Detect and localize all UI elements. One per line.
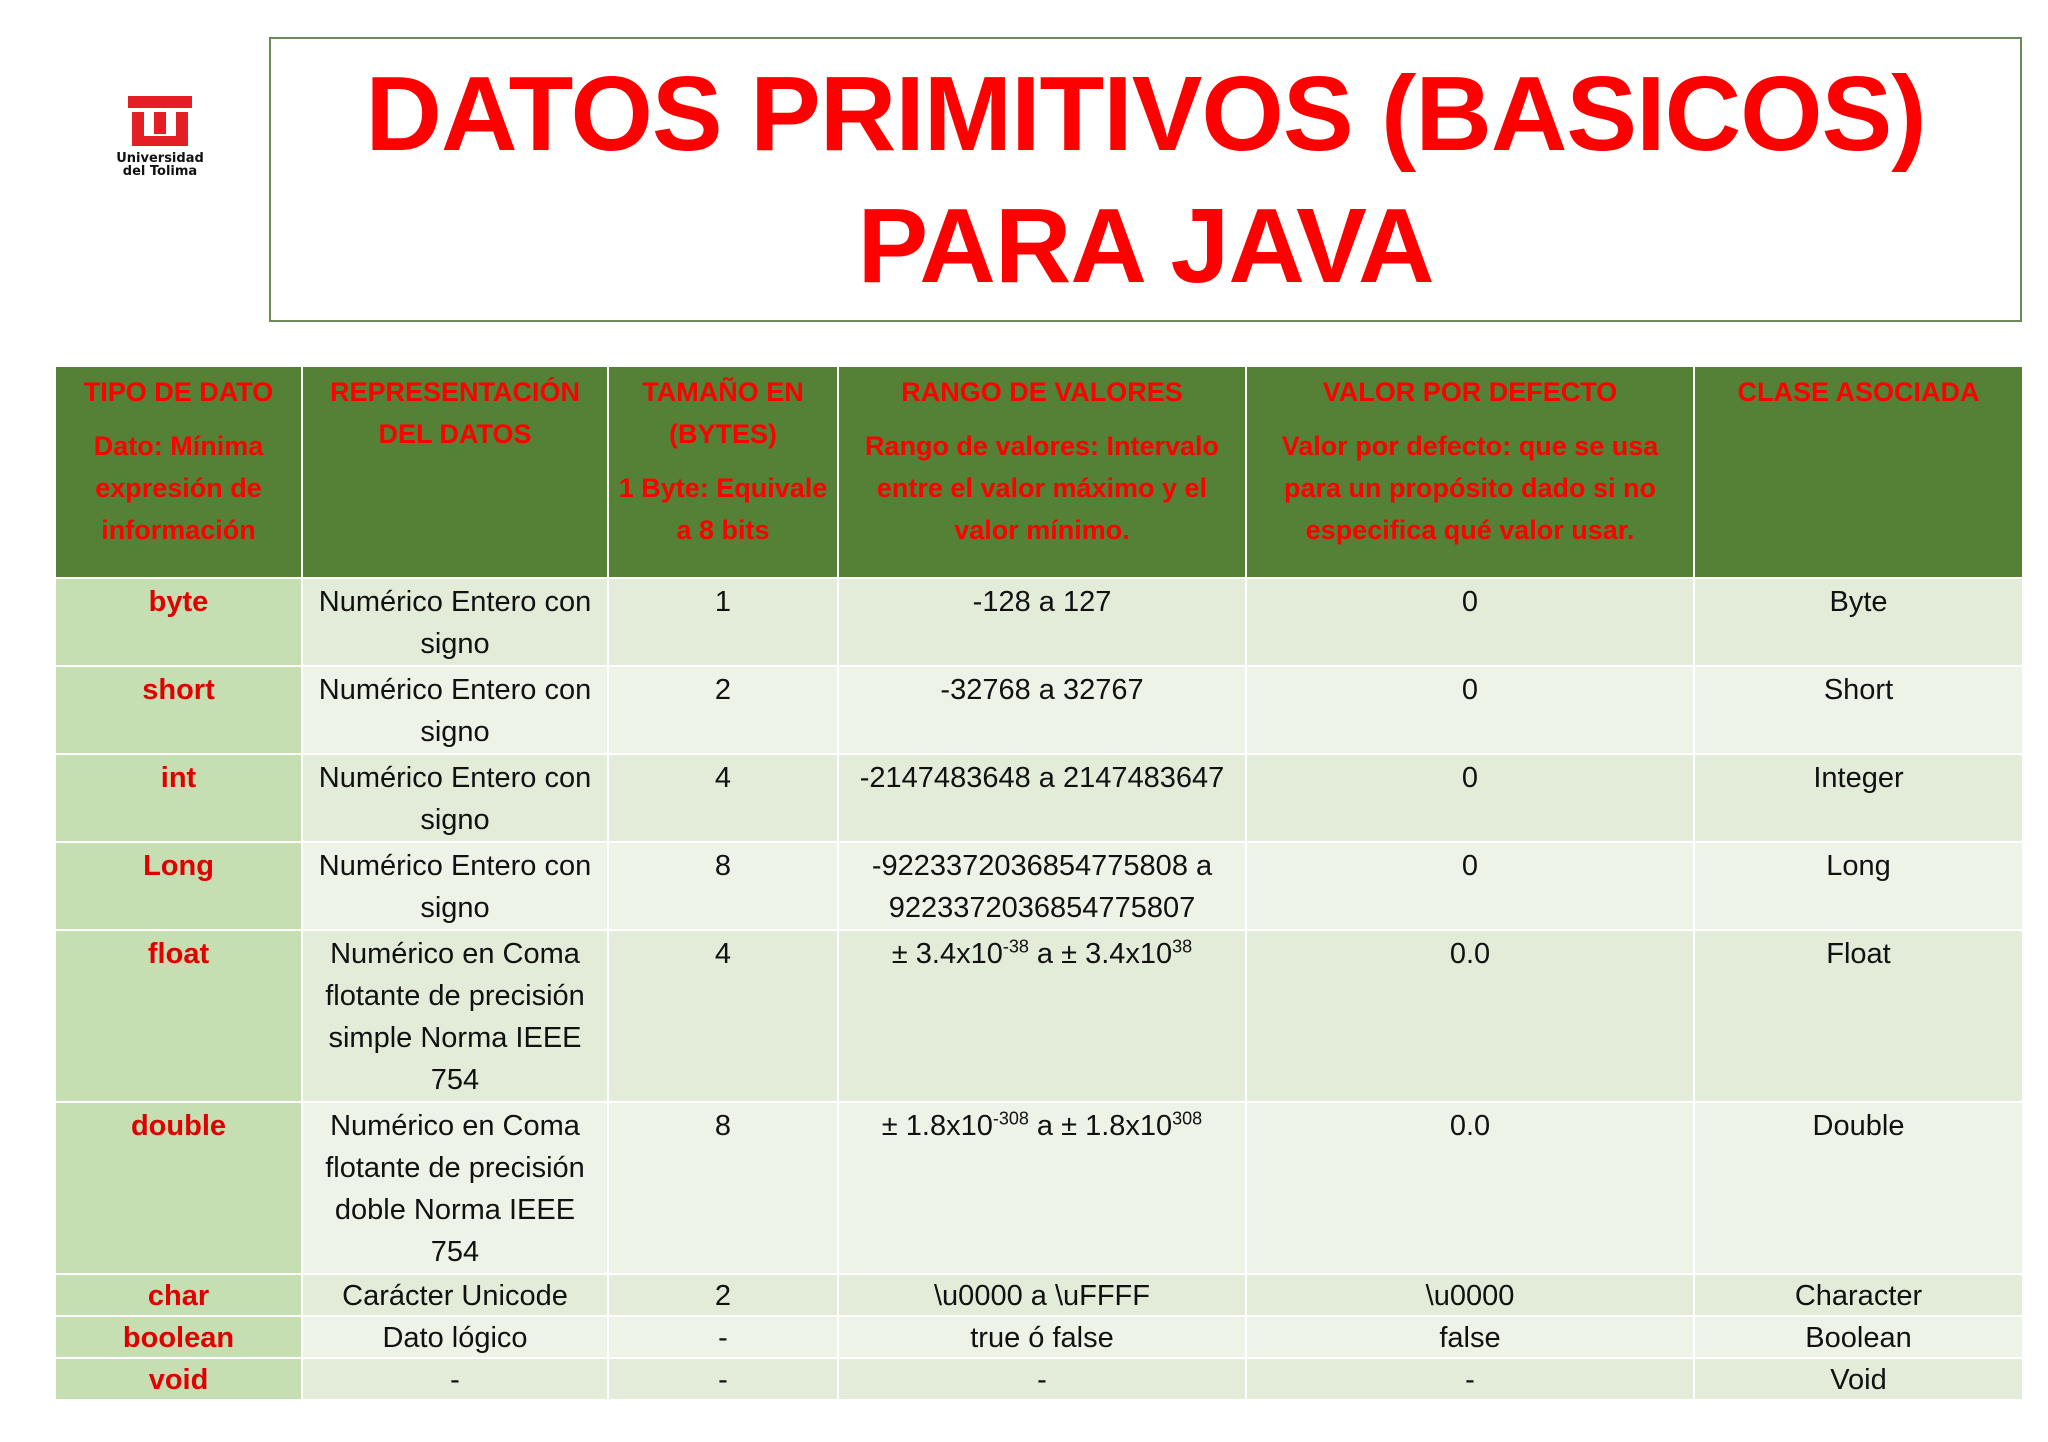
cell-range: true ó false <box>838 1316 1246 1358</box>
cell-class: Void <box>1694 1358 2023 1400</box>
cell-representation: Numérico Entero con signo <box>302 842 608 930</box>
table-row <box>55 1102 2023 1274</box>
cell-type: char <box>55 1274 302 1316</box>
header-main: REPRESENTACIÓN DEL DATOS <box>329 377 581 449</box>
logo-line-2: del Tolima <box>122 164 198 179</box>
cell-representation: Numérico Entero con signo <box>302 578 608 666</box>
page-title <box>365 48 1925 312</box>
cell-type: void <box>55 1358 302 1400</box>
cell-range <box>838 1102 1246 1274</box>
header-sub: Dato: Mínima expresión de información <box>93 431 264 545</box>
header-tipo-de-dato <box>55 366 302 578</box>
header-tamano <box>608 366 838 578</box>
cell-size: 2 <box>608 666 838 754</box>
cell-default: 0.0 <box>1246 1102 1694 1274</box>
table-row <box>55 1274 2023 1316</box>
table-row <box>55 842 2023 930</box>
cell-range: -9223372036854775808 a 9223372036854775807 <box>838 842 1246 930</box>
cell-range: -2147483648 a 2147483647 <box>838 754 1246 842</box>
cell-default: 0.0 <box>1246 930 1694 1102</box>
range-max-exponent: 38 <box>1172 936 1193 957</box>
header-main: RANGO DE VALORES <box>901 377 1183 407</box>
title-box <box>269 37 2022 322</box>
cell-default: - <box>1246 1358 1694 1400</box>
range-min: ± 1.8x10 <box>881 1110 993 1142</box>
header-clase-asociada <box>1694 366 2023 578</box>
cell-size: 1 <box>608 578 838 666</box>
header-representacion <box>302 366 608 578</box>
cell-default: 0 <box>1246 754 1694 842</box>
cell-type: double <box>55 1102 302 1274</box>
logo-text <box>116 152 204 178</box>
data-types-table <box>54 365 2024 1401</box>
table-row <box>55 1358 2023 1400</box>
header-main: TAMAÑO EN (BYTES) <box>642 377 804 449</box>
range-max: a ± 1.8x10 <box>1028 1110 1173 1142</box>
table-row <box>55 930 2023 1102</box>
university-logo <box>100 96 220 186</box>
header-sub: Rango de valores: Intervalo entre el valor máximo y el valor mínimo. <box>864 431 1220 545</box>
cell-type: Long <box>55 842 302 930</box>
cell-range: - <box>838 1358 1246 1400</box>
table-row <box>55 666 2023 754</box>
cell-type: byte <box>55 578 302 666</box>
cell-size: 8 <box>608 1102 838 1274</box>
header-main: TIPO DE DATO <box>83 377 274 407</box>
table-row <box>55 578 2023 666</box>
cell-type: int <box>55 754 302 842</box>
cell-type: boolean <box>55 1316 302 1358</box>
cell-class: Float <box>1694 930 2023 1102</box>
table-row <box>55 754 2023 842</box>
range-max-exponent: 308 <box>1172 1108 1203 1129</box>
range-min-exponent: -308 <box>992 1108 1029 1129</box>
cell-class: Byte <box>1694 578 2023 666</box>
cell-size: 2 <box>608 1274 838 1316</box>
cell-size: 4 <box>608 754 838 842</box>
cell-representation: Numérico Entero con signo <box>302 754 608 842</box>
header-sub: Valor por defecto: que se usa para un propósito dado si no especifica qué valor usar. <box>1281 431 1659 545</box>
title-line-1: DATOS PRIMITIVOS (BASICOS) <box>365 54 1926 173</box>
cell-size: 8 <box>608 842 838 930</box>
cell-class: Long <box>1694 842 2023 930</box>
cell-range <box>838 930 1246 1102</box>
table-row <box>55 1316 2023 1358</box>
university-logo-icon <box>128 96 192 148</box>
title-line-2: PARA JAVA <box>857 186 1434 305</box>
header-main: CLASE ASOCIADA <box>1737 377 1980 407</box>
range-min: ± 3.4x10 <box>891 938 1003 970</box>
header-valor-defecto <box>1246 366 1694 578</box>
table-header-row <box>55 366 2023 578</box>
range-max: a ± 3.4x10 <box>1028 938 1173 970</box>
cell-range: \u0000 a \uFFFF <box>838 1274 1246 1316</box>
cell-representation: Numérico en Coma flotante de precisión doble Norma IEEE 754 <box>302 1102 608 1274</box>
cell-default: false <box>1246 1316 1694 1358</box>
header-rango <box>838 366 1246 578</box>
cell-class: Short <box>1694 666 2023 754</box>
range-min-exponent: -38 <box>1002 936 1029 957</box>
cell-class: Character <box>1694 1274 2023 1316</box>
cell-class: Boolean <box>1694 1316 2023 1358</box>
cell-default: 0 <box>1246 842 1694 930</box>
logo-line-1: Universidad <box>116 151 204 166</box>
cell-representation: Numérico Entero con signo <box>302 666 608 754</box>
cell-default: 0 <box>1246 578 1694 666</box>
cell-size: - <box>608 1316 838 1358</box>
cell-range: -128 a 127 <box>838 578 1246 666</box>
header-main: VALOR POR DEFECTO <box>1322 377 1618 407</box>
cell-representation: Carácter Unicode <box>302 1274 608 1316</box>
cell-size: - <box>608 1358 838 1400</box>
cell-default: \u0000 <box>1246 1274 1694 1316</box>
cell-class: Integer <box>1694 754 2023 842</box>
cell-type: float <box>55 930 302 1102</box>
cell-type: short <box>55 666 302 754</box>
cell-representation: Numérico en Coma flotante de precisión simple Norma IEEE 754 <box>302 930 608 1102</box>
cell-size: 4 <box>608 930 838 1102</box>
cell-range: -32768 a 32767 <box>838 666 1246 754</box>
cell-representation: - <box>302 1358 608 1400</box>
cell-representation: Dato lógico <box>302 1316 608 1358</box>
cell-default: 0 <box>1246 666 1694 754</box>
header-sub: 1 Byte: Equivale a 8 bits <box>618 473 828 545</box>
cell-class: Double <box>1694 1102 2023 1274</box>
